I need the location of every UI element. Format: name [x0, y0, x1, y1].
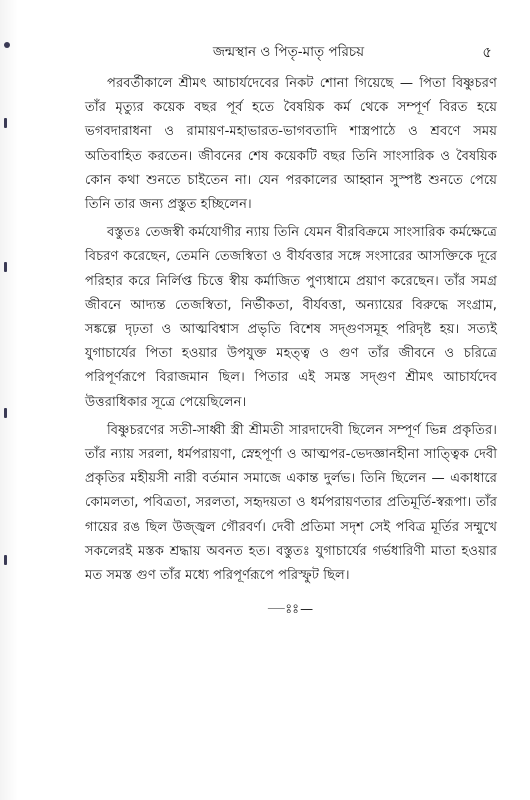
chapter-title: জন্মস্থান ও পিতৃ-মাতৃ পরিচয় — [212, 44, 365, 60]
margin-ink-mark — [4, 118, 7, 128]
margin-ink-mark — [4, 408, 7, 418]
paragraph: বস্তুতঃ তেজস্বী কর্মযোগীর ন্যায় তিনি যেমন বীরবিক্রমে সাংসারিক কর্মক্ষেত্রে বিচরণ করেছেন, তেমনি তেজস্বিতা ও বীর্যবত্তার সঙ্গে সংসারের আসক্তিকে দূরে পরিহার করে নির্লিপ্ত চিত্তে স্বীয় কর্মাজিত পুণ্যধামে প্রয়াণ করেছেন। তাঁর সমগ্র জীবনে আদ্যন্ত তেজস্বিতা, নির্ভীকতা, বীর্যবত্তা, অন্যায়ের বিরুদ্ধে সংগ্রাম, সঙ্কল্পে দৃঢ়তা ও আত্মবিশ্বাস প্রভৃতি বিশেষ সদ্গুণসমূহ পরিদৃষ্ট হয়। সত্যই যুগাচার্যের পিতা হওয়ার উপযুক্ত মহত্ত্ব ও গুণ তাঁর জীবনে ও চরিত্রে পরিপূর্ণরূপে বিরাজমান ছিল। পিতার এই সমস্ত সদ্গুণ শ্রীমৎ আচার্যদেব উত্তরাধিকার সূত্রে পেয়েছিলেন। — [85, 225, 497, 410]
margin-ink-mark — [4, 42, 10, 48]
body-text — [85, 72, 497, 622]
section-separator: —ঃঃ— — [267, 602, 315, 618]
margin-ink-mark — [4, 262, 7, 272]
running-header — [85, 40, 492, 64]
margin-ink-mark — [4, 555, 7, 565]
paragraph: বিষ্ণুচরণের সতী-সাধ্বী স্ত্রী শ্রীমতী সারদাদেবী ছিলেন সম্পূর্ণ ভিন্ন প্রকৃতির। তাঁর ন্যায় সরলা, ধর্মপরায়ণা, স্নেহপূর্ণা ও আত্মপর-ভেদজ্ঞানহীনা সাত্ত্বিক দেবী প্রকৃতির মহীয়সী নারী বর্তমান সমাজে একান্ত দুর্লভ। তিনি ছিলেন — একাধারে কোমলতা, পবিত্রতা, সরলতা, সহৃদয়তা ও ধর্মপরায়ণতার প্রতিমূর্তি-স্বরূপা। তাঁর গায়ের রঙ ছিল উজ্জ্বল গৌরবর্ণ। দেবী প্রতিমা সদৃশ সেই পবিত্র মূর্তির সম্মুখে সকলেরই মস্তক শ্রদ্ধায় অবনত হত। বস্তুতঃ যুগাচার্যের গর্ভধারিণী মাতা হওয়ার মত সমস্ত গুণ তাঁর মধ্যে পরিপূর্ণরূপে পরিস্ফুট ছিল। — [85, 422, 497, 584]
page-number: ৫ — [482, 43, 492, 61]
paragraph: পরবর্তীকালে শ্রীমৎ আচার্যদেবের নিকট শোনা গিয়েছে — পিতা বিষ্ণুচরণ তাঁর মৃত্যুর কয়েক বছর পূর্ব হতে বৈষয়িক কর্ম থেকে সম্পূর্ণ বিরত হয়ে ভগবদারাধনা ও রামায়ণ-মহাভারত-ভাগবতাদি শাস্ত্রপাঠে ও শ্রবণে সময় অতিবাহিত করতেন। জীবনের শেষ কয়েকটি বছর তিনি সাংসারিক ও বৈষয়িক কোন কথা শুনতে চাইতেন না। যেন পরকালের আহ্বান সুস্পষ্ট শুনতে পেয়ে তিনি তার জন্য প্রস্তুত হচ্ছিলেন। — [85, 76, 497, 213]
